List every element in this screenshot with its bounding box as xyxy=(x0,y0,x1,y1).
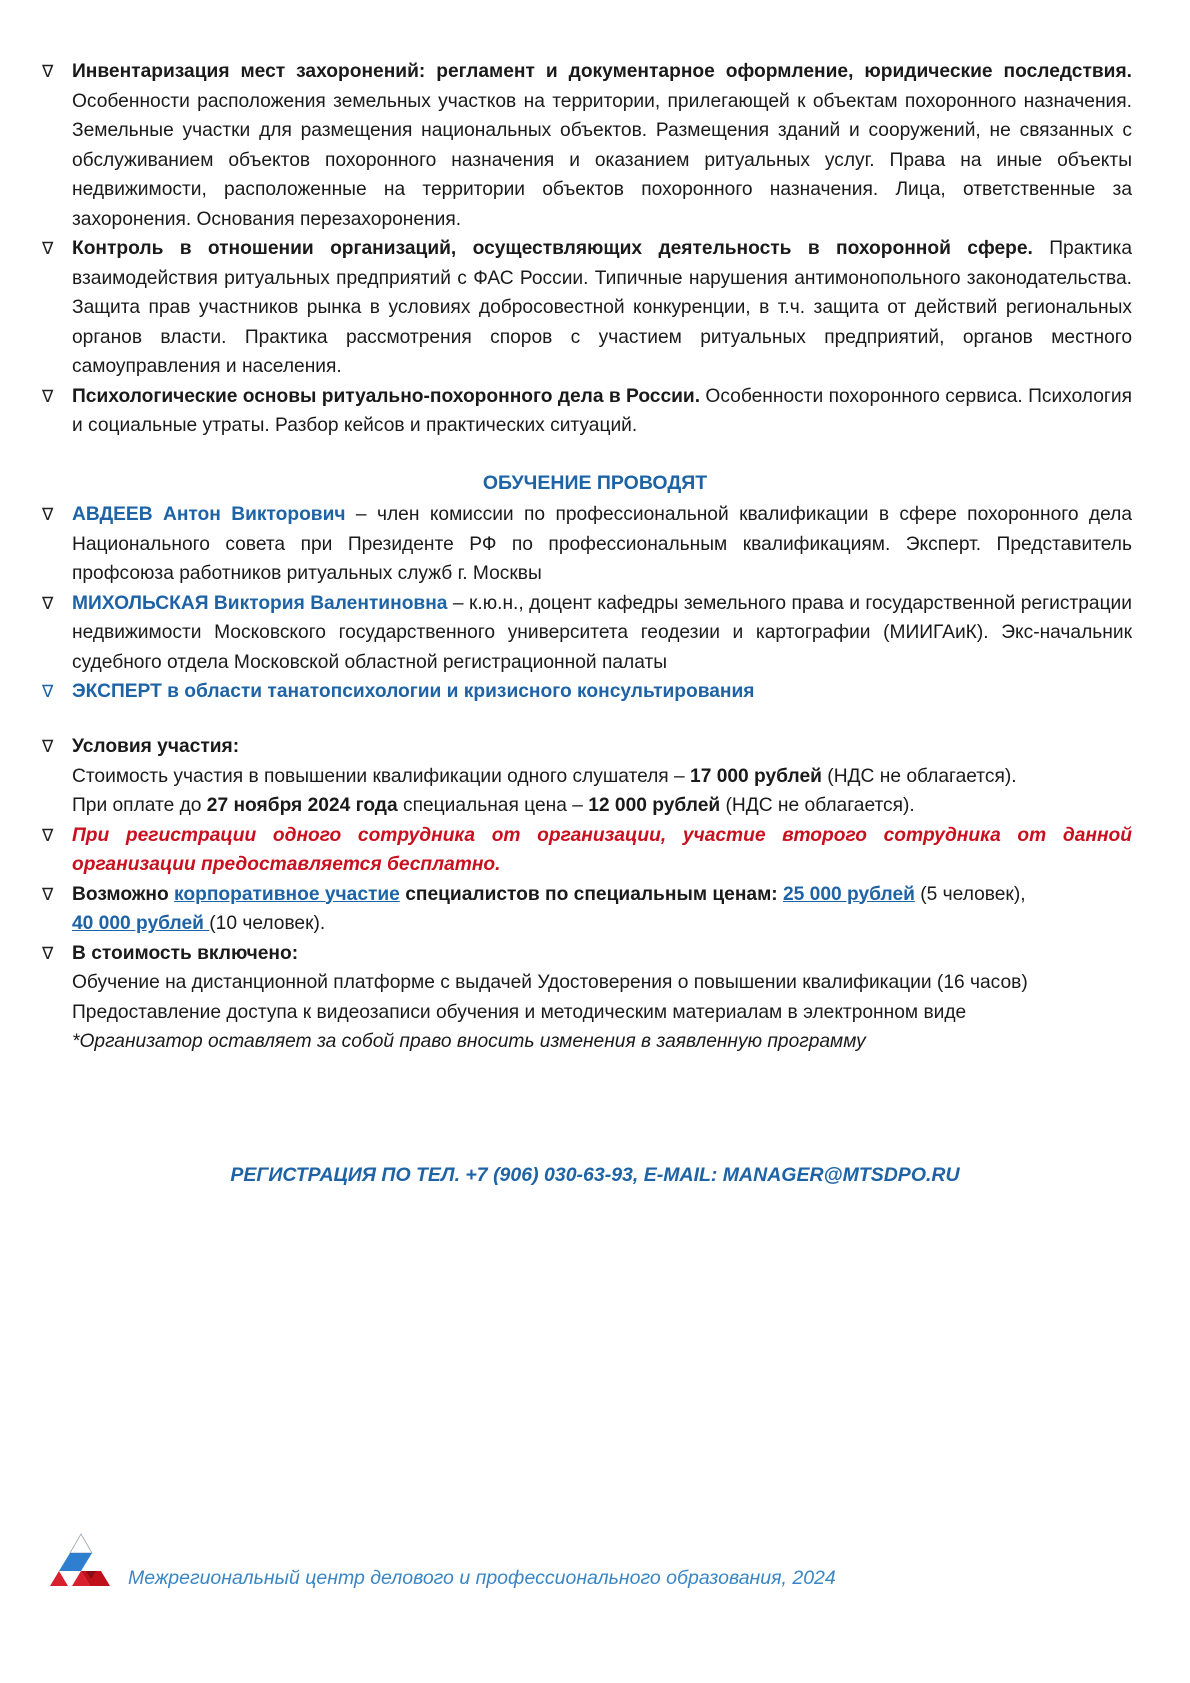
early-price-line xyxy=(72,791,1132,821)
early-deadline: 27 ноября 2024 года xyxy=(206,795,398,816)
topic-title: Психологические основы ритуально-похоронного дела в России. xyxy=(72,385,701,407)
price-5-people-link[interactable]: 25 000 рублей xyxy=(783,883,915,905)
corporate-item xyxy=(42,880,1132,939)
triangle-bullet-icon: ∇ xyxy=(42,62,54,81)
corporate-participation-link[interactable]: корпоративное участие xyxy=(174,883,400,905)
instructor-name: АВДЕЕВ Антон Викторович xyxy=(72,504,346,525)
people-10-note: (10 человек). xyxy=(209,913,326,934)
instructor-bio: – член комиссии по профессиональной квалификации в сфере похоронного дела Национального совета при Президенте РФ по профессиональным квалификациям. Эксперт. Представитель профсоюза работников ритуальных служб г. Москвы xyxy=(72,504,1133,584)
corporate-label-2: специалистов по специальным ценам: xyxy=(399,883,783,905)
included-line: Предоставление доступа к видеозаписи обучения и методическим материалам в электронном виде xyxy=(72,1001,967,1023)
included-title: В стоимость включено: xyxy=(72,942,299,964)
people-5-note: (5 человек), xyxy=(914,883,1026,905)
topic-item xyxy=(42,234,1132,382)
topic-item xyxy=(42,57,1132,234)
topics-list xyxy=(42,57,1132,441)
instructor-name: ЭКСПЕРТ в области танатопсихологии и кризисного консультирования xyxy=(72,681,755,702)
included-item xyxy=(42,939,1132,1057)
special-label: специальная цена – xyxy=(397,795,589,816)
instructors-list xyxy=(42,500,1132,707)
topic-text: Особенности похоронного сервиса. Психология и социальные утраты. Разбор кейсов и практических ситуаций. xyxy=(72,385,1132,436)
registration-contact: РЕГИСТРАЦИЯ ПО ТЕЛ. +7 (906) 030-63-93, E-MAIL: MANAGER@MTSDPO.RU xyxy=(230,1164,960,1186)
conditions-title: Условия участия: xyxy=(72,736,240,757)
price-10-people-link[interactable]: 40 000 рублей xyxy=(72,913,210,934)
triangle-bullet-icon: ∇ xyxy=(42,239,54,258)
triangle-bullet-icon: ∇ xyxy=(42,884,54,904)
promo-item xyxy=(42,821,1132,880)
triangle-bullet-icon: ∇ xyxy=(42,505,54,524)
promo-text: При регистрации одного сотрудника от организации, участие второго сотрудника от данной организации предоставляется бесплатно. xyxy=(72,824,1132,875)
price-label: Стоимость участия в повышении квалификации одного слушателя – xyxy=(72,765,691,787)
triangle-bullet-icon: ∇ xyxy=(42,593,54,613)
instructor-item xyxy=(42,677,1132,707)
conditions-list xyxy=(42,732,1132,1057)
topic-item xyxy=(42,382,1132,441)
instructor-bio: – к.ю.н., доцент кафедры земельного права и государственной регистрации недвижимости Московского государственного университета геодезии и картографии (МИИГАиК). Экс-начальник судебного отдела Московской областной регистрационной палаты xyxy=(72,592,1132,673)
triangle-bullet-icon: ∇ xyxy=(42,943,54,963)
conditions-item xyxy=(42,732,1132,821)
included-line: Обучение на дистанционной платформе с выдачей Удостоверения о повышении квалификации (16 часов) xyxy=(72,972,1028,993)
instructors-heading: ОБУЧЕНИЕ ПРОВОДЯТ xyxy=(482,472,708,494)
org-logo-icon xyxy=(50,1530,112,1590)
logo-white-triangle xyxy=(70,1534,92,1553)
instructor-item xyxy=(42,500,1132,589)
organizer-note: *Организатор оставляет за собой право вносить изменения в заявленную программу xyxy=(72,1031,866,1052)
triangle-bullet-icon: ∇ xyxy=(42,825,54,845)
full-price: 17 000 рублей xyxy=(690,765,822,787)
footer-org-name: Межрегиональный центр делового и профессионального образования, 2024 xyxy=(128,1567,836,1589)
instructor-item xyxy=(42,589,1132,678)
topic-text: Практика взаимодействия ритуальных предприятий с ФАС России. Типичные нарушения антимонопольного законодательства. Защита прав участников рынка в условиях добросовестной конкуренции, в т.ч. защита от действий региональных органов власти. Практика рассмотрения споров с участием ритуальных предприятий, органов местного самоуправления и населения. xyxy=(72,238,1132,377)
vat-note: (НДС не облагается). xyxy=(821,765,1017,787)
price-line xyxy=(72,762,1132,792)
early-label: При оплате до xyxy=(72,795,207,816)
logo-blue-shape xyxy=(59,1553,92,1571)
corporate-label: Возможно xyxy=(72,883,175,905)
vat-note: (НДС не облагается). xyxy=(720,795,915,816)
topic-text: Особенности расположения земельных участков на территории, прилегающей к объектам похоронного назначения. Земельные участки для размещения национальных объектов. Размещения зданий и сооружений, не связанных с обслуживанием объектов похоронного назначения и оказанием ритуальных услуг. Права на иные объекты недвижимости, расположенные на территории объектов похоронного назначения. Лица, ответственные за захоронения. Основания перезахоронения. xyxy=(72,90,1132,230)
instructor-name: МИХОЛЬСКАЯ Виктория Валентиновна xyxy=(72,592,448,614)
special-price: 12 000 рублей xyxy=(588,795,721,816)
triangle-bullet-icon: ∇ xyxy=(42,737,54,756)
triangle-bullet-icon: ∇ xyxy=(42,386,54,406)
triangle-bullet-icon: ∇ xyxy=(42,682,54,701)
topic-title: Контроль в отношении организаций, осуществляющих деятельность в похоронной сфере. xyxy=(72,238,1033,259)
topic-title: Инвентаризация мест захоронений: регламент и документарное оформление, юридические последствия. xyxy=(72,61,1132,82)
